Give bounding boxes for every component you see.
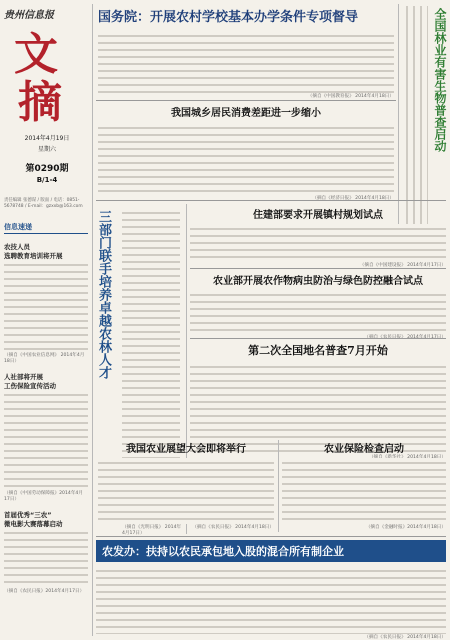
bottom-source: （摘自《农民日报》 2014年4月18日） [364, 635, 446, 640]
divider-planning [190, 268, 446, 269]
consumption-body [98, 123, 394, 195]
consumption-article [98, 104, 394, 201]
planning-body [190, 224, 446, 262]
top-article-headline: 国务院：开展农村学校基本办学条件专项督导 [98, 10, 359, 25]
issue-weekday: 星期六 [37, 146, 56, 153]
right-article-headline: 全国林业有害生物普查启动 [433, 8, 447, 152]
planning-source: （摘自《中国建设报》 2014年4月17日） [359, 263, 446, 268]
left-column [4, 222, 88, 636]
insurance-article [282, 440, 446, 532]
left-item-1-title: 农技人员 [4, 243, 30, 251]
top-article-source: （摘自《中国教育报》 2014年4月18日） [307, 94, 394, 99]
expo-divider [278, 440, 279, 532]
divider-mid [96, 200, 446, 201]
paper-name: 贵州信息报 [4, 10, 54, 21]
left-item-1-subtitle: 选聘教育培训将开展 [4, 252, 63, 260]
left-item-2-title: 人社部将开展 [4, 373, 43, 381]
insurance-source: （摘自《金融时报》2014年4月18日） [365, 525, 446, 530]
consumption-source: （摘自《经济日报》 2014年4月18日） [312, 196, 394, 201]
left-item-2-subtitle: 工伤保险宣传活动 [4, 382, 56, 390]
left-item-2 [4, 372, 88, 502]
divider-top [96, 100, 396, 101]
expo-headline: 我国农业展望大会即将举行 [126, 444, 246, 455]
divider-lower [96, 536, 446, 537]
left-item-2-source: （摘自《中国劳动保障报》2014年4月17日） [4, 491, 83, 502]
divider-pest [190, 338, 446, 339]
bottom-body [96, 566, 446, 634]
left-item-3-subtitle: 微电影大赛落幕启动 [4, 520, 63, 528]
page-range: B/1-4 [36, 176, 58, 184]
issue-number: 第0290期 [25, 164, 69, 174]
expo-body [98, 458, 274, 524]
pest-headline: 农业部开展农作物病虫防治与绿色防控融合试点 [213, 276, 423, 287]
expo-source: （摘自《农民日报》 2014年4月18日） [192, 525, 274, 530]
left-item-3-body [4, 528, 88, 588]
pest-article [190, 272, 446, 340]
left-item-1-source: （摘自《中国农业信息网》 2014年4月18日） [4, 353, 85, 364]
bottom-article [96, 540, 446, 640]
pest-source: （摘自《农民日报》 2014年4月17日） [364, 335, 446, 340]
geo-names-headline: 第二次全国地名普查7月开始 [248, 344, 388, 357]
right-article-body [402, 6, 428, 240]
masthead [4, 4, 90, 214]
insurance-body [282, 458, 446, 524]
left-item-2-body [4, 390, 88, 490]
left-column-header: 信息速递 [4, 222, 88, 234]
insurance-headline: 农业保险检查启动 [324, 444, 404, 455]
section-title-zhai: 摘 [18, 77, 62, 128]
bottom-headline: 农发办：扶持以农民承包地入股的混合所有制企业 [96, 540, 446, 562]
section-title-wen: 文 [14, 29, 58, 80]
left-item-1-body [4, 260, 88, 352]
top-article-body [98, 31, 394, 93]
pest-body [190, 290, 446, 334]
left-item-3-source: （摘自《农民日报》2014年4月17日） [4, 589, 85, 594]
talent-source: （摘自《光明日报》 2014年4月17日） [122, 525, 182, 536]
top-article [98, 6, 394, 98]
left-item-3-title: 首届优秀“三农” [4, 511, 52, 519]
left-item-3 [4, 510, 88, 594]
editor-info: 责任编辑 张德谋 / 版面 / 电话：0851-5678748 / E-mail：gzxxb@163.com [4, 198, 83, 209]
left-item-1 [4, 242, 88, 364]
left-column-divider [92, 4, 93, 636]
consumption-headline: 我国城乡居民消费差距进一步缩小 [171, 108, 321, 119]
planning-headline: 住建部要求开展镇村规划试点 [253, 210, 383, 221]
talent-headline: 三部门联手培养卓越农林人才 [96, 210, 111, 379]
issue-date: 2014年4月19日 [24, 135, 70, 142]
planning-article [190, 206, 446, 268]
expo-article [98, 440, 274, 532]
